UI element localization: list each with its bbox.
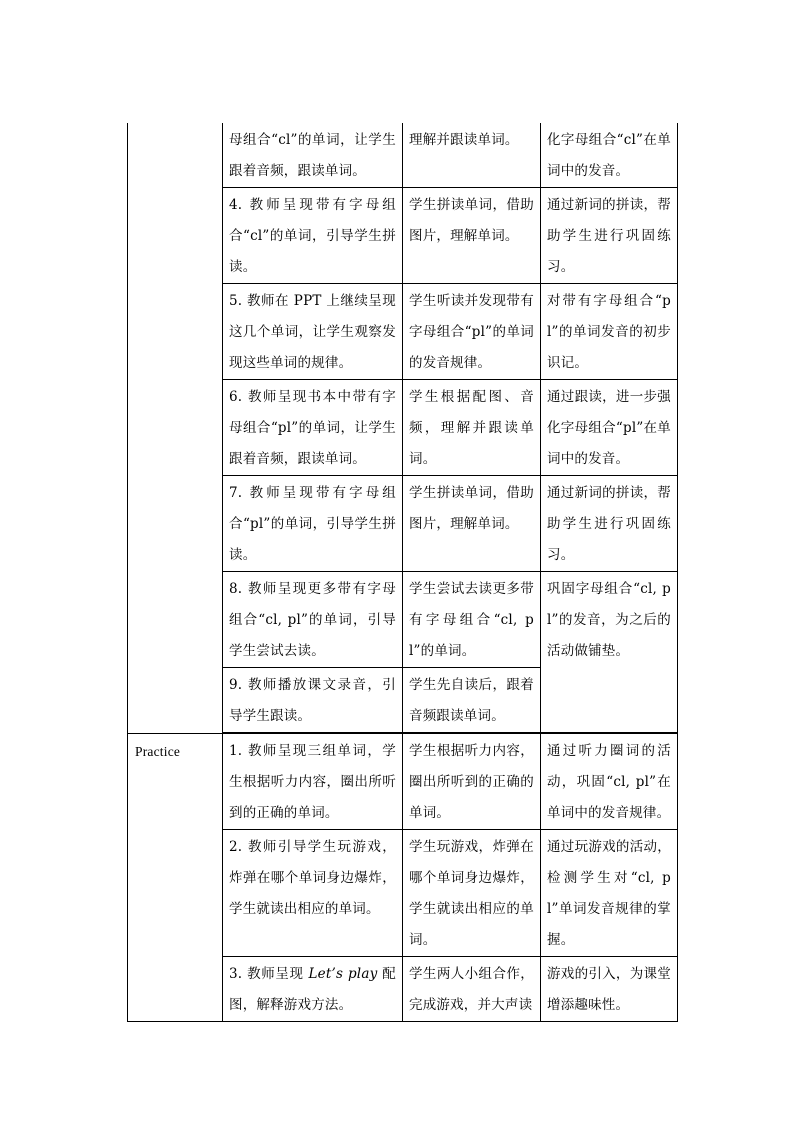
teacher-activity-cell: 9. 教师播放课文录音，引导学生跟读。: [223, 668, 403, 733]
teacher-activity-cell: 8. 教师呈现更多带有字母组合“cl, pl”的单词，引导学生尝试去读。: [223, 572, 403, 668]
student-activity-cell: 学生根据配图、音频，理解并跟读单词。: [403, 380, 541, 476]
table-row: [128, 123, 678, 188]
student-activity-cell: 学生根据听力内容，圈出所听到的正确的单词。: [403, 734, 541, 830]
student-activity-cell: 理解并跟读单词。: [403, 123, 541, 188]
teacher-activity-cell: 1. 教师呈现三组单词，学生根据听力内容，圈出所听到的正确的单词。: [223, 734, 403, 830]
purpose-cell: 巩固字母组合“cl, pl”的发音，为之后的活动做铺垫。: [541, 572, 678, 733]
purpose-cell: 化字母组合“cl”在单词中的发音。: [541, 123, 678, 188]
purpose-cell: 通过听力圈词的活动，巩固“cl, pl”在单词中的发音规律。: [541, 734, 678, 830]
teacher-activity-cell: 母组合“cl”的单词，让学生跟着音频，跟读单词。: [223, 123, 403, 188]
student-activity-cell: 学生拼读单词，借助图片，理解单词。: [403, 476, 541, 572]
purpose-cell: 对带有字母组合“pl”的单词发音的初步识记。: [541, 284, 678, 380]
purpose-cell: 通过跟读，进一步强化字母组合“pl”在单词中的发音。: [541, 380, 678, 476]
teacher-activity-cell: [223, 957, 403, 1022]
lesson-plan-table: [127, 123, 678, 1022]
purpose-cell: 通过新词的拼读，帮助学生进行巩固练习。: [541, 188, 678, 284]
student-activity-cell: 学生两人小组合作，完成游戏，并大声读: [403, 957, 541, 1022]
step-suffix: 配图，解释游戏方法。: [229, 966, 396, 1013]
purpose-cell: 通过新词的拼读，帮助学生进行巩固练习。: [541, 476, 678, 572]
stage-cell-empty: [128, 123, 223, 734]
table-row: [128, 734, 678, 830]
student-activity-cell: 学生玩游戏，炸弹在哪个单词身边爆炸，学生就读出相应的单词。: [403, 830, 541, 957]
stage-cell-practice: Practice: [128, 734, 223, 1022]
step-prefix: 3. 教师呈现: [229, 966, 309, 982]
teacher-activity-cell: 7. 教师呈现带有字母组合“pl”的单词，引导学生拼读。: [223, 476, 403, 572]
purpose-cell: 游戏的引入，为课堂增添趣味性。: [541, 957, 678, 1022]
purpose-cell: 通过玩游戏的活动，检测学生对“cl, pl”单词发音规律的掌握。: [541, 830, 678, 957]
student-activity-cell: 学生听读并发现带有字母组合“pl”的单词的发音规律。: [403, 284, 541, 380]
lets-play-title: Let’s play: [308, 966, 378, 982]
teacher-activity-cell: 5. 教师在 PPT 上继续呈现这几个单词，让学生观察发现这些单词的规律。: [223, 284, 403, 380]
student-activity-cell: 学生尝试去读更多带有字母组合“cl, pl”的单词。: [403, 572, 541, 668]
student-activity-cell: 学生拼读单词，借助图片，理解单词。: [403, 188, 541, 284]
teacher-activity-cell: 4. 教师呈现带有字母组合“cl”的单词，引导学生拼读。: [223, 188, 403, 284]
teacher-activity-cell: 6. 教师呈现书本中带有字母组合“pl”的单词，让学生跟着音频，跟读单词。: [223, 380, 403, 476]
student-activity-cell: 学生先自读后，跟着音频跟读单词。: [403, 668, 541, 733]
teacher-activity-cell: 2. 教师引导学生玩游戏，炸弹在哪个单词身边爆炸，学生就读出相应的单词。: [223, 830, 403, 957]
